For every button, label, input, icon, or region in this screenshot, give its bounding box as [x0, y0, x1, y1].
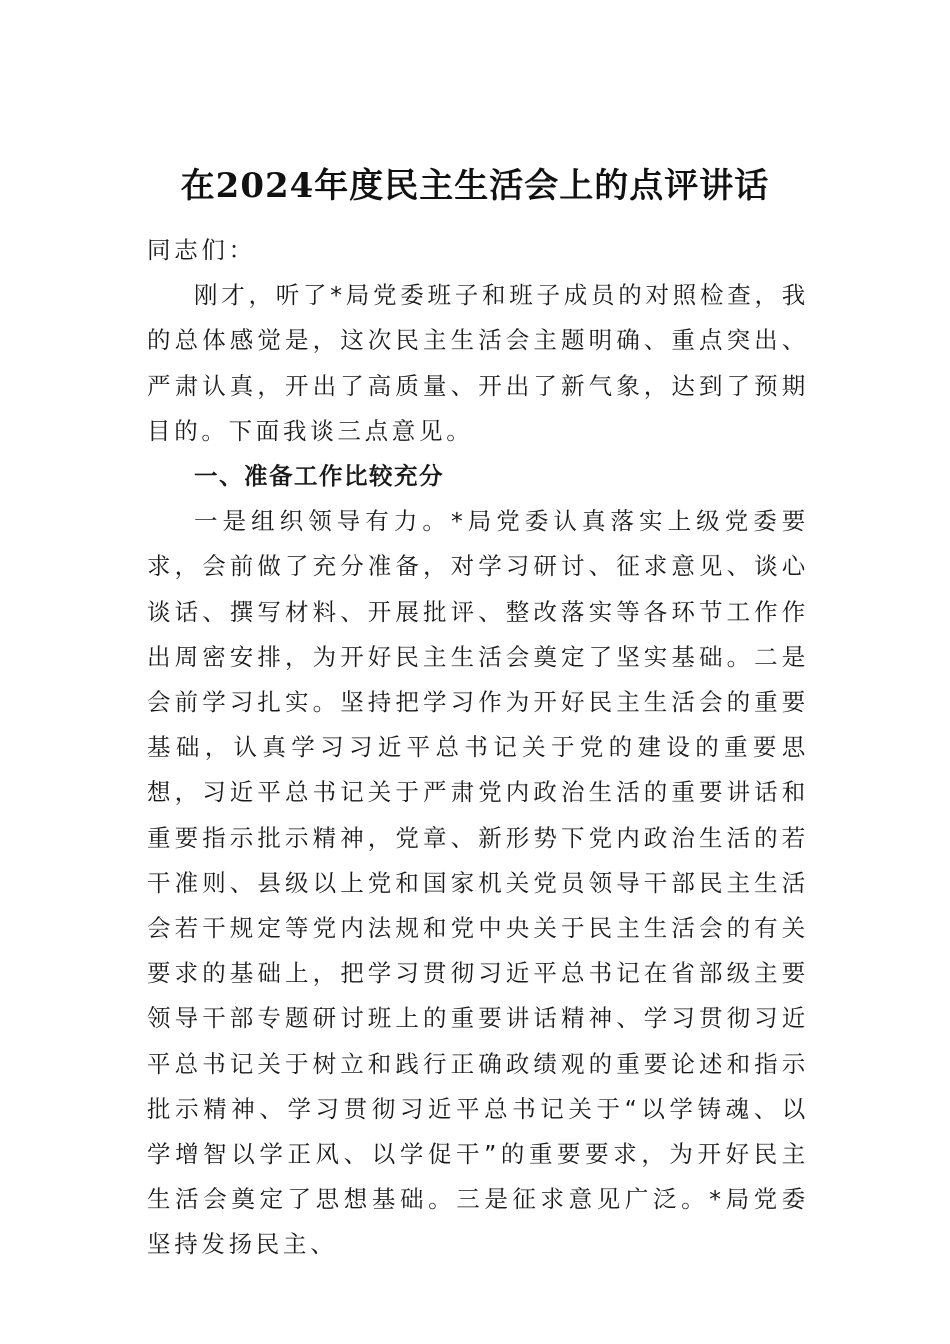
section-heading: 一、准备工作比较充分: [194, 462, 444, 491]
section-paragraph: 一是组织领导有力。*局党委认真落实上级党委要求，会前做了充分准备，对学习研讨、征求意见、谈心谈话、撰写材料、开展批评、整改落实等各环节工作作出周密安排，为开好民主生活会奠定了坚实基础。二是会前学习扎实。坚持把学习作为开好民主生活会的重要基础，认真学习习近平总书记关于党的建设的重要思想，习近平总书记关于严肃党内政治生活的重要讲话和重要指示批示精神，党章、新形势下党内政治生活的若干准则、县级以上党和国家机关党员领导干部民主生活会若干规定等党内法规和党中央关于民主生活会的有关要求的基础上，把学习贯彻习近平总书记在省部级主要领导干部专题研讨班上的重要讲话精神、学习贯彻习近平总书记关于树立和践行正确政绩观的重要论述和指示批示精神、学习贯彻习近平总书记关于“以学铸魂、以学增智以学正风、以学促干”的重要要求，为开好民主生活会奠定了思想基础。三是征求意见广泛。*局党委坚持发扬民主、: [147, 507, 809, 1259]
intro-paragraph: 刚才，听了*局党委班子和班子成员的对照检查，我的总体感觉是，这次民主生活会主题明确、重点突出、严肃认真，开出了高质量、开出了新气象，达到了预期目的。下面我谈三点意见。: [147, 281, 809, 445]
salutation: 同志们：: [147, 236, 256, 264]
document-title: 在2024年度民主生活会上的点评讲话: [180, 166, 770, 206]
document-body: [147, 228, 809, 1268]
